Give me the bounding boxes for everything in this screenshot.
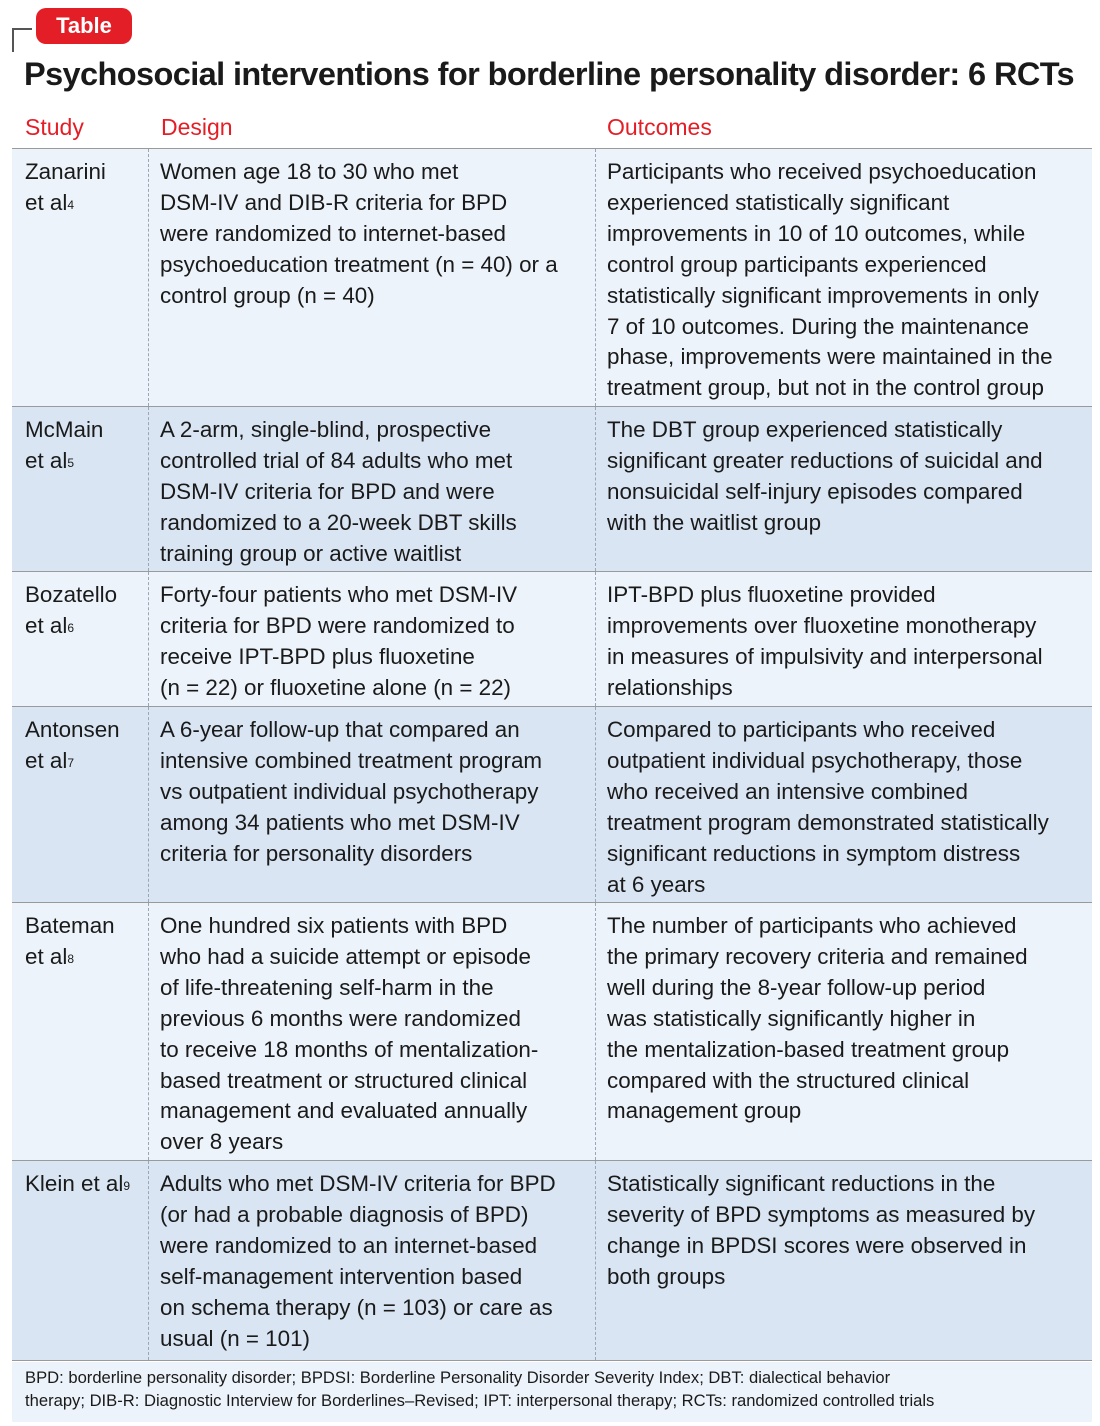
- study-cell: Antonsen et $al^7$: [25, 717, 120, 773]
- page-title: Psychosocial interventions for borderline personality disorder: 6 RCTs: [24, 56, 1075, 92]
- design-cell: One hundred six patients with BPD who had a suicide attempt or episode of life-threatening self-harm in the previous 6 months were randomized to receive 18 months of mentalization- based treatment or structured clinical management and evaluated annually over 8 years: [160, 913, 539, 1155]
- corner-bracket: [12, 28, 32, 52]
- design-cell: A 6-year follow-up that compared an intensive combined treatment program vs outpatient individual psychotherapy among 34 patients who met DSM-IV criteria for personality disorders: [160, 717, 543, 866]
- study-cell: Bateman et $al^8$: [25, 913, 115, 969]
- header-outcomes: Outcomes: [607, 114, 712, 140]
- rct-table: [12, 148, 1092, 1361]
- table-row: [12, 407, 1092, 572]
- header-design: Design: [161, 114, 233, 140]
- design-cell: Women age 18 to 30 who met DSM-IV and DIB-R criteria for BPD were randomized to internet-based psychoeducation treatment (n = 40) or a control group (n = 40): [160, 159, 558, 308]
- design-cell: Forty-four patients who met DSM-IV criteria for BPD were randomized to receive IPT-BPD plus fluoxetine (n = 22) or fluoxetine alone (n = 22): [160, 582, 518, 700]
- table-row: [12, 707, 1092, 903]
- outcomes-cell: IPT-BPD plus fluoxetine provided improvements over fluoxetine monotherapy in measures of impulsivity and interpersonal relationships: [607, 582, 1043, 700]
- outcomes-cell: Statistically significant reductions in the severity of BPD symptoms as measured by change in BPDSI scores were observed in both groups: [607, 1171, 1036, 1289]
- table-row: [12, 572, 1092, 707]
- design-cell: Adults who met DSM-IV criteria for BPD (or had a probable diagnosis of BPD) were randomized to an internet-based self-management intervention based on schema therapy (n = 103) or care as usual (n = 101): [160, 1171, 556, 1351]
- abbreviations-footnote: BPD: borderline personality disorder; BPDSI: Borderline Personality Disorder Severity Index; DBT: dialectical behavior therapy; DIB-R: Diagnostic Interview for Borderlines–Revised; IPT: interpersonal therapy; RCTs: randomized controlled trials: [12, 1362, 1092, 1422]
- outcomes-cell: The DBT group experienced statistically significant greater reductions of suicidal and nonsuicidal self-injury episodes compared with the waitlist group: [607, 417, 1043, 535]
- study-cell: McMain et $al^5$: [25, 417, 104, 473]
- table-header: [0, 108, 1100, 148]
- table-badge: Table: [36, 8, 132, 44]
- outcomes-cell: Participants who received psychoeducation experienced statistically significant improvements in 10 of 10 outcomes, while control group participants experienced statistically significant improvements in only 7 of 10 outcomes. During the maintenance phase, improvements were maintained in the treatment group, but not in the control group: [607, 159, 1053, 401]
- study-cell: Klein et $al^9$: [25, 1171, 131, 1196]
- table-row: [12, 149, 1092, 407]
- table-row: [12, 903, 1092, 1161]
- study-cell: Bozatello et $al^6$: [25, 582, 118, 638]
- table-row: [12, 1161, 1092, 1361]
- design-cell: A 2-arm, single-blind, prospective controlled trial of 84 adults who met DSM-IV criteria for BPD and were randomized to a 20-week DBT skills training group or active waitlist: [160, 417, 517, 566]
- study-cell: Zanarini et $al^4$: [25, 159, 106, 215]
- header-study: Study: [25, 114, 84, 140]
- outcomes-cell: Compared to participants who received outpatient individual psychotherapy, those who received an intensive combined treatment program demonstrated statistically significant reductions in symptom distress at 6 years: [607, 717, 1049, 897]
- outcomes-cell: The number of participants who achieved the primary recovery criteria and remained well during the 8-year follow-up period was statistically significantly higher in the mentalization-based treatment group compared with the structured clinical management group: [607, 913, 1028, 1124]
